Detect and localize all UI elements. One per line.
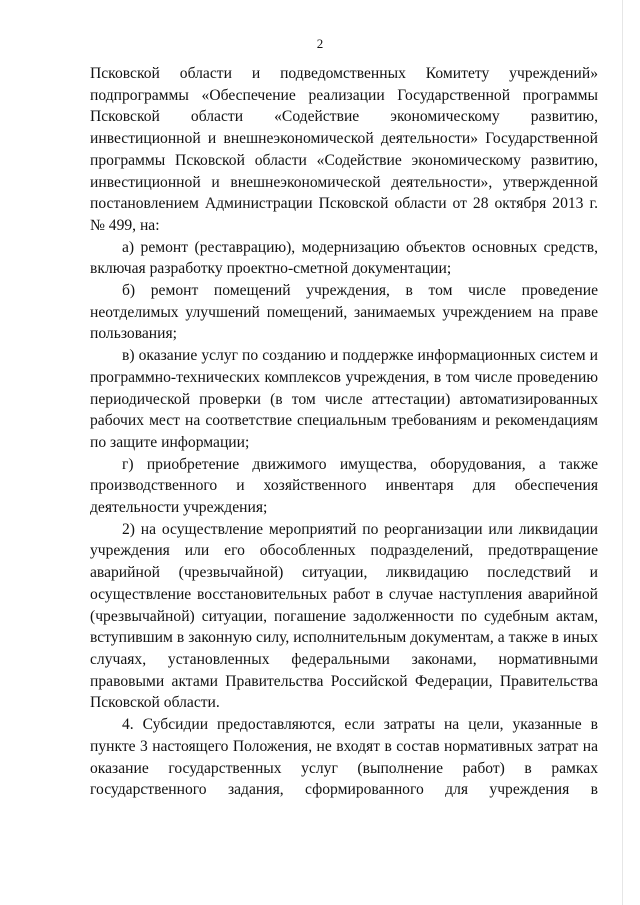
paragraph-item-2: 2) на осуществление мероприятий по реорганизации или ликвидации учреждения или его обособленных подразделений, предотвращение аварийной (чрезвычайной) ситуации, ликвидацию последствий и осуществление восстановительных работ в случае наступления аварийной (чрезвычайной) ситуации, погашение задолженности по судебным актам, вступившим в законную силу, исполнительным документам, а также в иных случаях, установленных федеральными законами, нормативными правовыми актами Правительства Российской Федерации, Правительства Псковской области.: [90, 520, 598, 712]
paragraph-item-a: а) ремонт (реставрацию), модернизацию объектов основных средств, включая разработку проектно-сметной документации;: [90, 238, 598, 278]
paragraph-item-4: 4. Субсидии предоставляются, если затраты на цели, указанные в пункте 3 настоящего Положения, не входят в состав нормативных затрат на оказание государственных услуг (выполнение работ) в рамках государственного задания, сформированного для учреждения в: [90, 716, 598, 799]
paragraph-item-b: б) ремонт помещений учреждения, в том числе проведение неотделимых улучшений помещений, занимаемых учреждением на праве пользования;: [90, 282, 598, 343]
document-body: [90, 63, 598, 801]
page-number: 2: [316, 36, 324, 51]
paragraph-intro: Псковской области и подведомственных Комитету учреждений» подпрограммы «Обеспечение реализации Государственной программы Псковской области «Содействие экономическому развитию, инвестиционной и внешнеэкономической деятельности» Государственной программы Псковской области «Содействие экономическому развитию, инвестиционной и внешнеэкономической деятельности», утвержденной постановлением Администрации Псковской области от 28 октября 2013 г. № 499, на:: [90, 65, 598, 234]
scan-edge-mark: [622, 0, 623, 905]
paragraph-item-v: в) оказание услуг по созданию и поддержке информационных систем и программно-технических комплексов учреждения, в том числе проведению периодической проверки (в том числе аттестации) автоматизированных рабочих мест на соответствие специальным требованиям и рекомендациям по защите информации;: [90, 347, 598, 451]
paragraph-item-g: г) приобретение движимого имущества, оборудования, а также производственного и хозяйственного инвентаря для обеспечения деятельности учреждения;: [90, 455, 598, 517]
